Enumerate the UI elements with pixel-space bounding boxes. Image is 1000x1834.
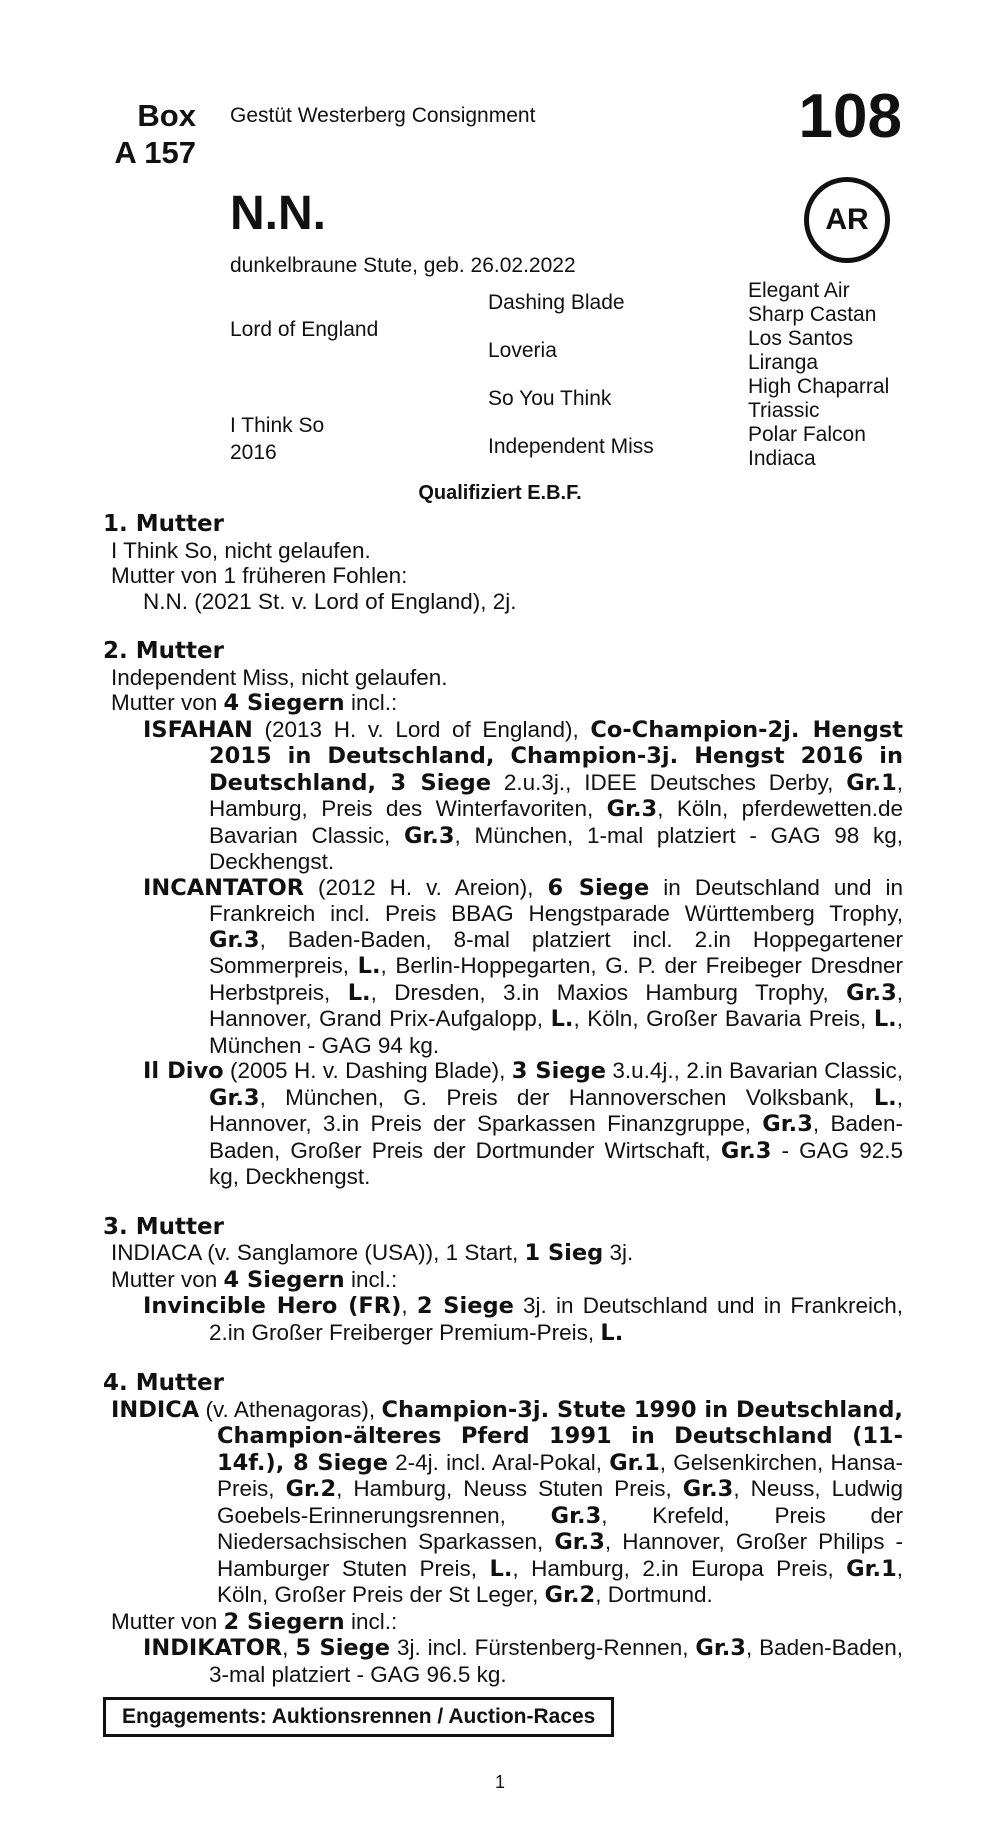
lot-number: 108 [798, 82, 902, 151]
page-number: 1 [494, 1772, 505, 1792]
pedigree-great-grandparent: Los Santos [748, 327, 854, 350]
ar-badge-label: AR [825, 203, 869, 236]
box-id: A 157 [114, 134, 196, 170]
dam-line: I Think So, nicht gelaufen. [111, 537, 371, 563]
winner-entry-isfahan: ISFAHAN (2013 H. v. Lord of England), Co-Champion-2j. Hengst 2015 in Deutschland, Champion-3j. Hengst 2016 in Deutschland, 3 Siege 2.u.3j., IDEE Deutsches Derby, Gr.1, Hamburg, Preis des Winterfavoriten, Gr.3, Köln, pferdewetten.de Bavarian Classic, Gr.3, München, 1-mal platziert - GAG 98 kg, Deckhengst. [143, 716, 904, 874]
winner-name: Il Divo [143, 1058, 224, 1084]
dam-entry-indica: INDICA (v. Athenagoras), Champion-3j. Stute 1990 in Deutschland, Champion-älteres Pferd 1991 in Deutschland (11-14f.), 8 Siege 2-4j. incl. Aral-Pokal, Gr.1, Gelsenkirchen, Hansa-Preis, Gr.2, Hamburg, Neuss Stuten Preis, Gr.3, Neuss, Ludwig Goebels-Erinnerungsrennen, Gr.3, Krefeld, Preis der Niedersachsischen Sparkassen, Gr.3, Hannover, Großer Philips - Hamburger Stuten Preis, L., Hamburg, 2.in Europa Preis, Gr.1, Köln, Großer Preis der St Leger, Gr.2, Dortmund. [111, 1396, 904, 1608]
pedigree-grandparent: Independent Miss [488, 435, 654, 458]
mutter-2-section [103, 639, 903, 1190]
produce-line: Mutter von 4 Siegern incl.: [111, 690, 398, 716]
pedigree-sire: Lord of England [230, 318, 379, 341]
winner-name: Invincible Hero (FR) [143, 1293, 402, 1319]
produce-line: Mutter von 4 Siegern incl.: [111, 1266, 398, 1293]
pedigree-great-grandparent: Liranga [748, 351, 819, 374]
winner-entry-il-divo: Il Divo (2005 H. v. Dashing Blade), 3 Siege 3.u.4j., 2.in Bavarian Classic, Gr.3, München, G. Preis der Hannoverschen Volksbank, L., Hannover, 3.in Preis der Sparkassen Finanzgruppe, Gr.3, Baden-Baden, Großer Preis der Dortmunder Wirtschaft, Gr.3 - GAG 92.5 kg, Deckhengst. [143, 1058, 903, 1189]
section-heading: 2. Mutter [103, 638, 224, 664]
pedigree-dam-year: 2016 [230, 441, 277, 464]
pedigree-grandparent: Dashing Blade [488, 291, 625, 314]
qualification: Qualifiziert E.B.F. [418, 482, 582, 504]
pedigree-great-grandparent: Sharp Castan [748, 303, 877, 326]
winner-entry-invincible-hero: Invincible Hero (FR), 2 Siege 3j. in Deutschland und in Frankreich, 2.in Großer Freiberger Premium-Preis, L. [143, 1293, 903, 1346]
horse-description: dunkelbraune Stute, geb. 26.02.2022 [230, 254, 576, 277]
section-heading: 3. Mutter [103, 1213, 224, 1240]
catalogue-body [103, 512, 903, 1687]
pedigree-great-grandparent: Triassic [748, 399, 820, 422]
pedigree-great-grandparent: Indiaca [748, 447, 816, 470]
pedigree-dam: I Think So [230, 414, 325, 437]
section-heading: 1. Mutter [103, 511, 224, 537]
pedigree-great-grandparent: Polar Falcon [748, 423, 866, 446]
produce-line: Mutter von 2 Siegern incl.: [111, 1608, 398, 1635]
box-label: Box [137, 98, 196, 133]
pedigree-grandparent: So You Think [488, 387, 612, 410]
winner-name: ISFAHAN [143, 716, 253, 743]
mutter-4-section [103, 1371, 903, 1687]
section-heading: 4. Mutter [103, 1370, 224, 1396]
produce-line: Mutter von 1 früheren Fohlen: [111, 563, 408, 588]
mutter-3-section [103, 1215, 903, 1347]
dam-name: INDICA [111, 1396, 200, 1423]
pedigree-grandparent: Loveria [488, 339, 557, 362]
pedigree-great-grandparent: Elegant Air [748, 279, 850, 302]
winner-name: INCANTATOR [143, 874, 305, 901]
engagements-box: Engagements: Auktionsrennen / Auction-Races [103, 1697, 614, 1737]
ar-badge [804, 177, 890, 263]
mutter-1-section [103, 512, 903, 614]
foal-entry: N.N. (2021 St. v. Lord of England), 2j. [143, 588, 517, 614]
horse-name: N.N. [230, 187, 326, 240]
winner-entry-incantator: INCANTATOR (2012 H. v. Areion), 6 Siege in Deutschland und in Frankreich incl. Preis BBAG Hengstparade Württemberg Trophy, Gr.3, Baden-Baden, 8-mal platziert incl. 2.in Hoppegartener Sommerpreis, L., Berlin-Hoppegarten, G. P. der Freibeger Dresdner Herbstpreis, L., Dresden, 3.in Maxios Hamburg Trophy, Gr.3, Hannover, Grand Prix-Aufgalopp, L., Köln, Großer Bavaria Preis, L., München - GAG 94 kg. [143, 874, 903, 1058]
dam-line: Independent Miss, nicht gelaufen. [111, 664, 448, 690]
consignor: Gestüt Westerberg Consignment [230, 104, 536, 127]
winner-entry-indikator: INDIKATOR, 5 Siege 3j. incl. Fürstenberg-Rennen, Gr.3, Baden-Baden, 3-mal platziert - GAG 96.5 kg. [143, 1635, 903, 1687]
dam-line: INDIACA (v. Sanglamore (USA)), 1 Start, 1 Sieg 3j. [111, 1240, 634, 1266]
box-number [100, 98, 196, 171]
pedigree-great-grandparent: High Chaparral [748, 375, 890, 398]
winner-name: INDIKATOR [143, 1635, 283, 1661]
